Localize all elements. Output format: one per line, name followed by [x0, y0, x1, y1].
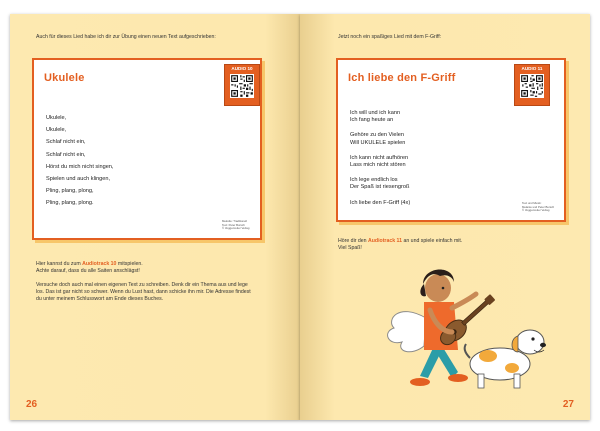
boy-with-ukulele-and-dog-illustration [368, 250, 558, 400]
lyric-line: Ich liebe den F-Griff (4x) [350, 199, 411, 206]
f-griff-lyrics-card [336, 58, 566, 222]
f-griff-lyrics [350, 110, 410, 207]
card-title: Ukulele [44, 72, 85, 84]
song-credit [222, 220, 249, 231]
lyric-line: Ukulele, [46, 127, 67, 134]
lyric-line: Spielen und auch klingen, [46, 176, 111, 183]
qr-code-icon [230, 74, 254, 98]
right-intro: Jetzt noch ein spaßiges Lied mit dem F-Griff: [338, 34, 442, 40]
page-number-right: 27 [562, 399, 574, 410]
paragraph-line: Versuche doch auch mal einen eigenen Text zu schreiben. Denk dir ein Thema aus und lege [36, 282, 248, 288]
lyric-line: Ich fang heute an [350, 117, 394, 124]
credit-line: Melodie: Traditionell [222, 219, 247, 223]
lyric-line: Ich kann nicht aufhören [350, 154, 409, 161]
ukulele-lyrics [46, 112, 113, 210]
ukulele-lyrics-card [32, 58, 262, 240]
audiotrack-11-link[interactable]: Audiotrack 11 [368, 238, 403, 244]
paragraph-text: an und spiele einfach mit. [402, 238, 463, 244]
lyric-line: Lass mich nicht stören [350, 162, 406, 169]
page-number-left: 26 [26, 399, 38, 410]
credit-line: Text und Musik: [522, 201, 542, 205]
paragraph-text: mitspielen. [116, 261, 143, 267]
lyric-line: Gehöre zu den Vielen [350, 132, 405, 139]
lyric-line: Ich will und ich kann [350, 110, 401, 116]
lyric-line: Schlaf nicht ein, [46, 139, 86, 146]
open-book [10, 14, 590, 420]
lyric-line: Schlaf nicht ein, [46, 151, 86, 158]
card-title: Ich liebe den F-Griff [348, 72, 456, 84]
paragraph-line: los. Das ist gar nicht so schwer. Wenn du Lust hast, dann schicke ihn mir. Die Adresse findest [36, 289, 251, 295]
left-paragraph-2 [36, 282, 251, 303]
paragraph-text: Hier kannst du zum [36, 261, 83, 267]
right-page [300, 14, 590, 420]
lyric-line: Pling, plang, plong. [46, 200, 94, 207]
song-credit [522, 202, 554, 213]
audio-11-badge[interactable] [514, 64, 550, 106]
lyric-line: Ukulele, [46, 115, 67, 121]
audio-10-badge[interactable] [224, 64, 260, 106]
credit-line: © Voggenreiter Verlag [222, 226, 250, 231]
left-page [10, 14, 300, 420]
paragraph-line: Viel Spaß! [338, 245, 362, 251]
lyric-line: Ich lege endlich los [350, 177, 398, 184]
audio-label: AUDIO 11 [521, 66, 543, 71]
credit-line: © Voggenreiter Verlag [522, 208, 550, 213]
paragraph-line [338, 238, 462, 245]
credit-line: Text: Peter Bursch [222, 222, 245, 227]
paragraph-line: Achte darauf, dass du alle Saiten anschlägst! [36, 268, 140, 274]
paragraph-text: Höre dir den [338, 238, 368, 244]
paragraph-line [36, 261, 143, 268]
left-paragraph-1 [36, 261, 143, 275]
credit-line: Melanie und Peter Bursch [522, 204, 555, 209]
paragraph-line: du unter meinem Schlusswort am Ende dieses Buches. [36, 296, 164, 302]
lyric-line: Der Spaß ist riesengroß [350, 184, 410, 191]
lyric-line: Pling, plang, plong, [46, 188, 94, 195]
lyric-line: Hörst du mich nicht singen, [46, 163, 114, 170]
lyric-line: Will UKULELE spielen [350, 139, 406, 146]
left-intro: Auch für dieses Lied habe ich dir zur Übung einen neuen Text aufgeschrieben: [36, 34, 216, 40]
audio-label: AUDIO 10 [231, 66, 253, 71]
audiotrack-10-link[interactable]: Audiotrack 10 [82, 261, 117, 267]
qr-code-icon [520, 74, 544, 98]
